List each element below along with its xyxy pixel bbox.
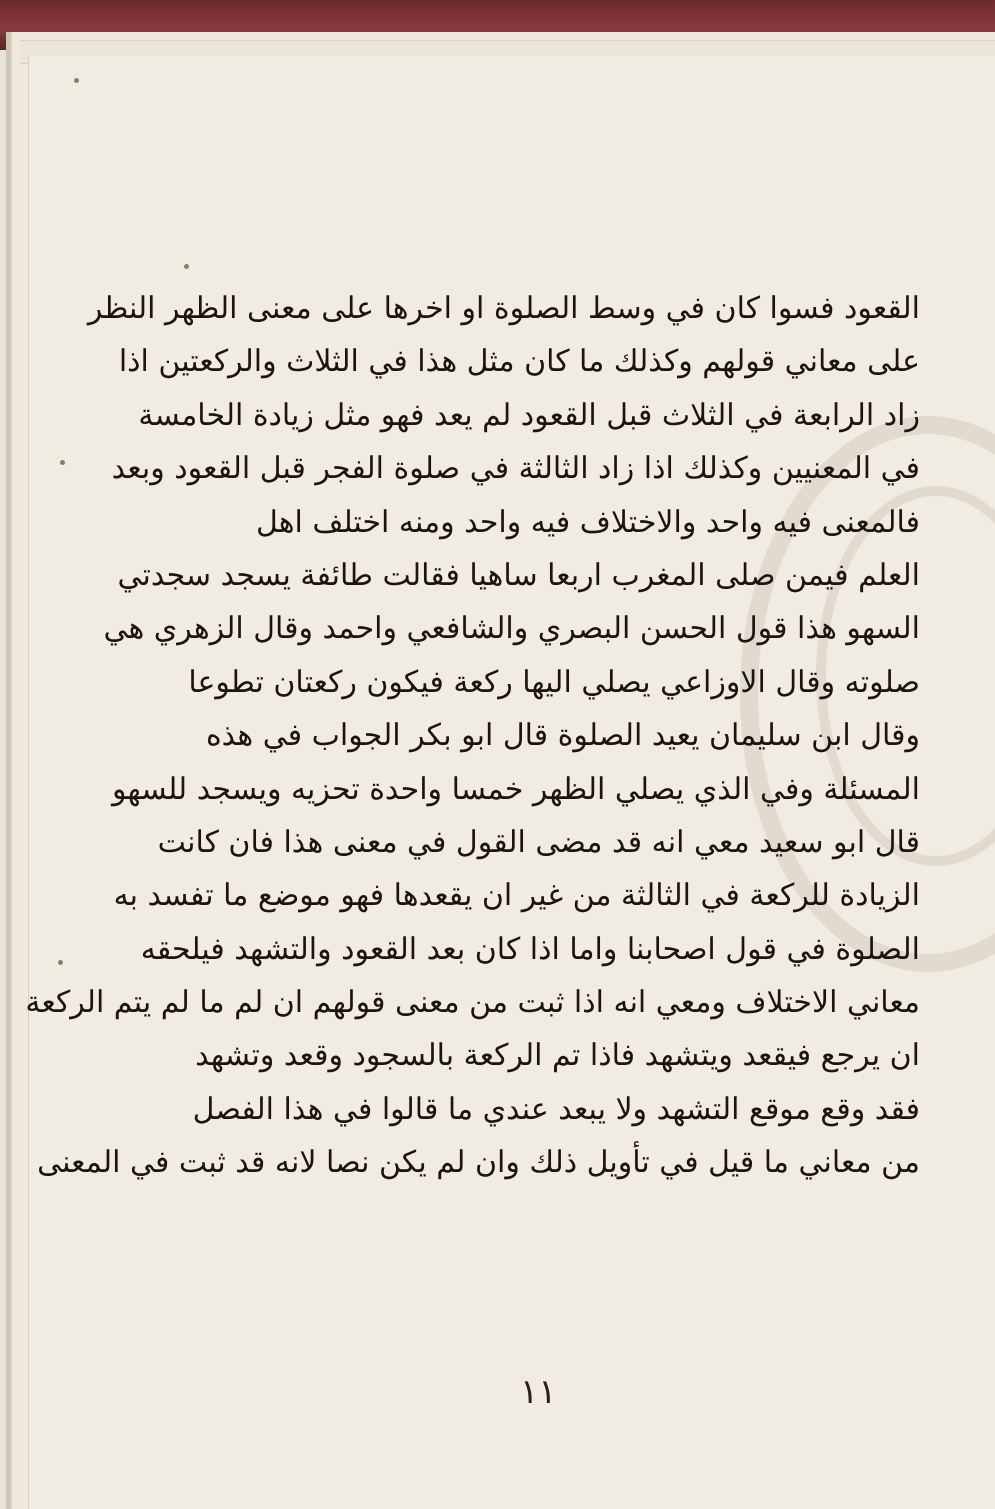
text-line: فالمعنى فيه واحد والاختلاف فيه واحد ومنه اختلف اهل bbox=[256, 504, 920, 540]
folio-number: ١١ bbox=[520, 1372, 557, 1412]
text-line: على معاني قولهم وكذلك ما كان مثل هذا في الثلاث والركعتين اذا bbox=[118, 344, 920, 380]
text-line: صلوته وقال الاوزاعي يصلي اليها ركعة فيكون ركعتان تطوعا bbox=[188, 664, 920, 700]
ink-speck bbox=[74, 78, 79, 83]
text-line: زاد الرابعة في الثلاث قبل القعود لم يعد فهو مثل زيادة الخامسة bbox=[138, 397, 920, 433]
text-line: فقد وقع موقع التشهد ولا يبعد عندي ما قالوا في هذا الفصل bbox=[192, 1091, 920, 1127]
text-line: السهو هذا قول الحسن البصري والشافعي واحمد وقال الزهري هي bbox=[103, 611, 920, 647]
text-line: ان يرجع فيقعد ويتشهد فاذا تم الركعة بالسجود وقعد وتشهد bbox=[195, 1038, 920, 1074]
manuscript-text bbox=[25, 282, 920, 1190]
text-line: العلم فيمن صلى المغرب اربعا ساهيا فقالت طائفة يسجد سجدتي bbox=[117, 557, 920, 593]
text-line: من معاني ما قيل في تأويل ذلك وان لم يكن نصا لانه قد ثبت في المعنى bbox=[37, 1145, 920, 1181]
text-line: الزيادة للركعة في الثالثة من غير ان يقعدها فهو موضع ما تفسد به bbox=[113, 878, 920, 914]
text-line: قال ابو سعيد معي انه قد مضى القول في معنى هذا فان كانت bbox=[157, 824, 920, 860]
text-line: معاني الاختلاف ومعي انه اذا ثبت من معنى قولهم ان لم ما لم يتم الركعة bbox=[25, 985, 920, 1021]
ink-speck bbox=[58, 960, 63, 965]
text-line: المسئلة وفي الذي يصلي الظهر خمسا واحدة تحزيه ويسجد للسهو bbox=[112, 771, 920, 807]
ink-speck bbox=[184, 264, 189, 269]
text-line: القعود فسوا كان في وسط الصلوة او اخرها على معنى الظهر النظر bbox=[87, 291, 920, 326]
text-line: الصلوة في قول اصحابنا واما اذا كان بعد القعود والتشهد فيلحقه bbox=[140, 931, 920, 967]
text-line: في المعنيين وكذلك اذا زاد الثالثة في صلوة الفجر قبل القعود وبعد bbox=[111, 451, 920, 487]
text-line: وقال ابن سليمان يعيد الصلوة قال ابو بكر الجواب في هذه bbox=[205, 718, 920, 754]
ink-speck bbox=[60, 460, 65, 465]
